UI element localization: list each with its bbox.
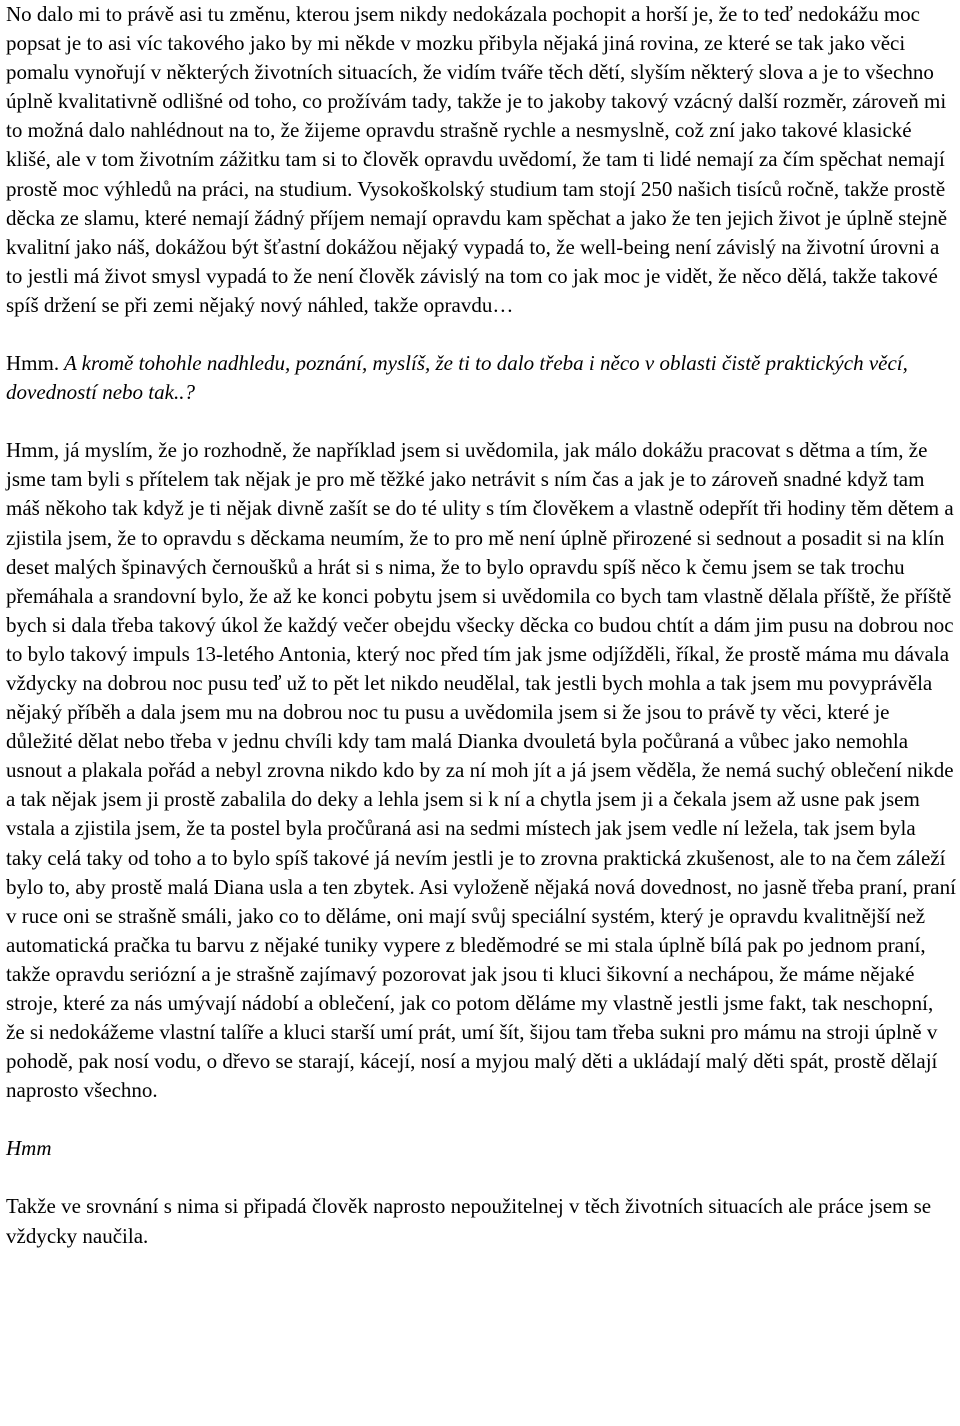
answer-paragraph-1: No dalo mi to právě asi tu změnu, kterou jsem nikdy nedokázala pochopit a horší je, že to teď nedokážu moc popsat je to asi víc takového jako by mi někde v mozku přibyla nějaká jiná rovina, ze které se tak jako věci pomalu vynořují v některých životních situacích, že vidím tváře těch dětí, slyším některý slova a je to všechno úplně kvalitativně odlišné od toho, co prožívám tady, takže je to jakoby takový vzácný další rozměr, zároveň mi to možná dalo nahlédnout na to, že žijeme opravdu strašně rychle a nesmyslně, což zní jako takové klasické klišé, ale v tom životním zážitku tam si to člověk opravdu uvědomí, že tam ti lidé nemají za čím spěchat nemají prostě moc výhledů na práci, na studium. Vysokoškolský studium tam stojí 250 našich tisíců ročně, takže prostě děcka ze slamu, které nemají žádný příjem nemají opravdu kam spěchat a jako že ten jejich život je úplně stejně kvalitní jako náš, dokážou být šťastní dokážou nějaký vypadá to, že well-being není závislý na životní úrovni a to jestli má život smysl vypadá to že není člověk závislý na tom co jak moc je vidět, že něco dělá, takže takové spíš držení se při zemi nějaký nový náhled, takže opravdu… <box>6 2 948 317</box>
paragraph-spacer <box>6 320 956 349</box>
question-text: A kromě tohohle nadhledu, poznání, myslíš, že ti to dalo třeba i něco v oblasti čistě praktických věcí, dovedností nebo tak..? <box>6 351 908 405</box>
question-paragraph-1 <box>6 349 956 407</box>
answer-paragraph-3: Takže ve srovnání s nima si připadá člověk naprosto nepoužitelnej v těch životních situacích ale práce jsem se vždycky naučila. <box>6 1194 932 1248</box>
paragraph-spacer <box>6 1163 956 1192</box>
paragraph-spacer <box>6 1105 956 1134</box>
answer-paragraph-2: Hmm, já myslím, že jo rozhodně, že například jsem si uvědomila, jak málo dokážu pracovat s dětma a tím, že jsme tam byli s přítelem tak nějak je pro mě těžké jako netrávit s ním čas a jak je to zároveň snadné když tam máš někoho tak když je ti nějak divně zašít se do té ulity s tím člověkem a vlastně odepřít tři hodiny těm dětem a zjistila jsem, že to opravdu s děckama neumím, že to pro mě není úplně přirozené si sednout a posadit si na klín deset malých špinavých černoušků a hrát si s nima, že to bylo opravdu spíš něco k čemu jsem se tak trochu přemáhala a srandovní bylo, že až ke konci pobytu jsem si uvědomila co bych tam vlastně dělala příště, že příště bych si dala třeba takový úkol že každý večer obejdu všecky děcka co budou chtít a dám jim pusu na dobrou noc to bylo takový impuls 13-letého Antonia, který noc před tím jak jsme odjížděli, říkal, že prostě máma mu dávala vždycky na dobrou noc pusu teď už to pět let nikdo neudělal, tak jestli bych mohla a tak jsem mu povyprávěla nějaký příběh a dala jsem mu na dobrou noc tu pusu a uvědomila jsem si že jsou to právě ty věci, které je důležité dělat nebo třeba v jednu chvíli kdy tam malá Dianka dvouletá byla počůraná a vůbec jako nemohla usnout a plakala pořád a nebyl zrovna nikdo kdo by za ní moh jít a já jsem věděla, že nemá suchý oblečení nikde a tak nějak jsem ji prostě zabalila do deky a lehla jsem si k ní a chytla jsem ji a čekala jsem až usne pak jsem vstala a zjistila jsem, že ta postel byla pročůraná asi na sedmi místech jak jsem vedle ní ležela, tak jsem byla taky celá taky od toho a to bylo spíš takové já nevím jestli je to zrovna praktická zkušenost, ale to na čem záleží bylo to, aby prostě malá Diana usla a ten zbytek. Asi vyloženě nějaká nová dovednost, no jasně třeba praní, praní v ruce oni se strašně smáli, jako co to děláme, oni mají svůj speciální systém, který je opravdu kvalitnější než automatická pračka tu barvu z nějaké tuniky vypere z bleděmodré se mi stala úplně bílá pak po jednom praní, takže opravdu seriózní a je strašně zajímavý pozorovat jak jsou ti kluci šikovní a nechápou, že máme nějaké stroje, které za nás umývají nádobí a oblečení, jak co potom děláme my vlastně jestli jsme fakt, tak neschopní, že si nedokážeme vlastní talíře a kluci starší umí prát, umí šít, šijou tam třeba sukni pro mámu na stroji úplně v pohodě, pak nosí vodu, o dřevo se starají, kácejí, nosí a myjou malý děti a ukládají malý děti spát, prostě dělají naprosto všechno. <box>6 438 956 1103</box>
paragraph-spacer <box>6 407 956 436</box>
transcript-page <box>6 0 956 1251</box>
question-speaker: Hmm. <box>6 351 60 376</box>
question-paragraph-2: Hmm <box>6 1136 52 1161</box>
